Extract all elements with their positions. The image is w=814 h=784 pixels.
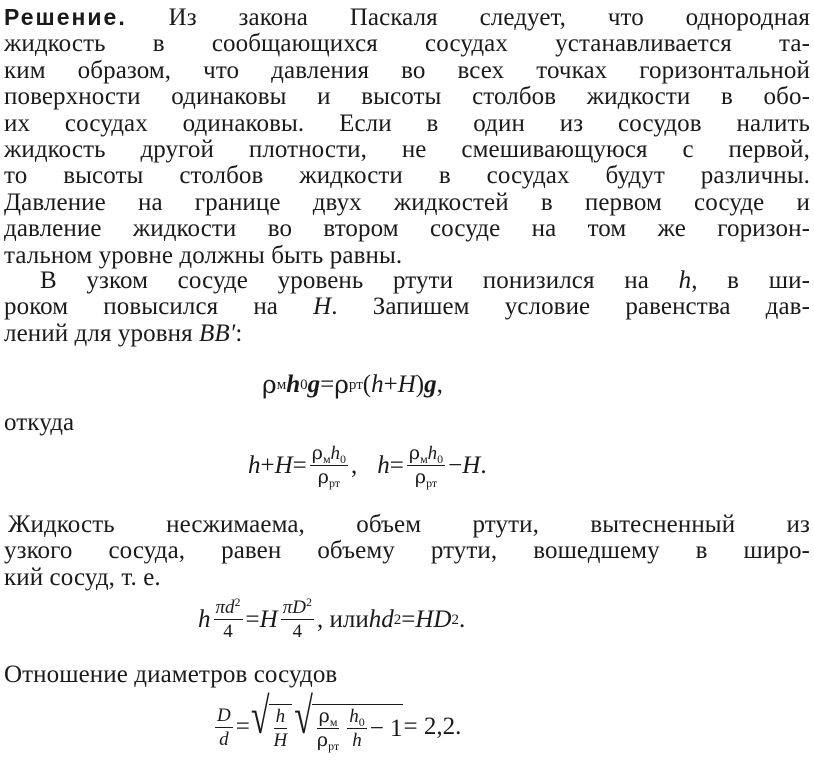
fraction: $\frac{\rho_мh_0}{\rho_{рт}}$ xyxy=(408,442,444,490)
text-line: то высоты столбов жидкости в сосудах будут различны. xyxy=(4,162,810,190)
paragraph-diameter-ratio: Отношение диаметров сосудов xyxy=(4,661,338,688)
text-line: давление жидкости во втором сосуде на том же горизон- xyxy=(4,215,810,243)
text-line: жидкость в сообщающихся сосудах устанавливается та- xyxy=(4,30,810,58)
text-line: поверхности одинаковы и высоты столбов жидкости в обо- xyxy=(4,83,810,111)
text-line: кий сосуд, т. е. xyxy=(4,563,161,591)
text-line: В узком сосуде уровень ртути понизился на h, в ши- xyxy=(40,267,810,294)
formula-height-sum: h + H = $\frac{\rho_мh_0}{\rho_{рт}}$ , h = $\frac{\rho_мh_0}{\rho_{рт}}$ − H . xyxy=(248,442,487,490)
text-line: роком повысился на H. Запишем условие равенства дав- xyxy=(4,293,810,321)
square-root: √ $\frac{\rho_м}{\rho_{рт}}$ $\frac{h_0}{h}$ − 1 xyxy=(294,689,403,753)
paragraph-mercury-levels xyxy=(4,268,810,347)
paragraph-incompressible xyxy=(4,512,810,591)
formula-volume-balance: h $\frac{\pi d^2}{4}$ = H $\frac{\pi D^2}{4}$ , или h d 2 = H D 2 . xyxy=(198,595,466,642)
text-line: жидкость другой плотности, не смешивающуюся с первой, xyxy=(4,136,810,164)
text-line: Давление на границе двух жидкостей в первом сосуде и xyxy=(4,188,810,216)
formula-diameter-ratio: $\frac{D}{d}$ = √ $\frac{h}{H}$ √ $\frac{\rho_м}{\rho_{рт}}$ $\frac{h_0}{h}$ − 1 = 2,2. xyxy=(217,689,462,753)
text-line: тальном уровне должны быть равны. xyxy=(4,241,403,269)
text-line: Решение. Из закона Паскаля следует, что однородная xyxy=(4,4,810,31)
text-line: их сосудах одинаковы. Если в один из сосудов налить xyxy=(4,109,810,137)
word-otkuda: откуда xyxy=(4,409,75,436)
text-line: узкого сосуда, равен объему ртути, вошедшему в широ- xyxy=(4,537,810,565)
text-line: лений для уровня BB′: xyxy=(4,319,243,347)
paragraph-pascal-law xyxy=(4,4,810,269)
text-line: ким образом, что давления во всех точках горизонтальной xyxy=(4,56,810,84)
fraction: $\frac{\pi D^2}{4}$ xyxy=(282,595,312,642)
fraction: $\frac{D}{d}$ xyxy=(217,704,231,750)
fraction: $\frac{\pi d^2}{4}$ xyxy=(215,595,241,642)
formula-pressure-balance: ρ м h 0 g = ρ рт ( h + H ) g , xyxy=(262,370,443,399)
solution-heading: Решение. xyxy=(4,4,127,30)
fraction: $\frac{\rho_мh_0}{\rho_{рт}}$ xyxy=(311,442,347,490)
square-root: √ $\frac{h}{H}$ xyxy=(251,704,292,750)
text-line: Жидкость несжимаема, объем ртути, вытесненный из xyxy=(8,511,810,538)
